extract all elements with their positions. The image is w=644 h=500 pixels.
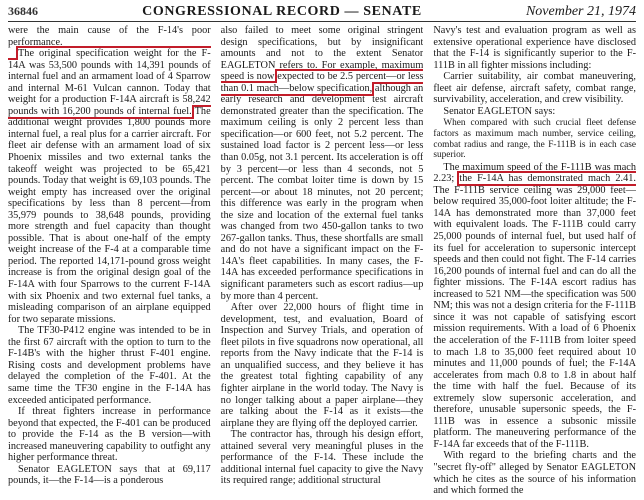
speaker-line: Senator EAGLETON says: [443,105,556,117]
column-1 [8,25,211,500]
paragraph: Carrier suitability, air combat maneuvering, fleet air defense, aircraft safety, combat range, survivability, acceleration, and crew visibility. [433,71,637,106]
column-2 [221,25,424,500]
paragraph: Senator EAGLETON says that at 69,117 pounds, it—the F-14—is a ponderous [8,463,211,487]
paragraph [221,25,424,302]
paragraph [8,48,211,325]
page-number: 36846 [8,4,38,18]
text-columns [8,25,636,500]
paragraph-text: also failed to meet some original stringent design specifications, but by insignificant amounts and not to the extent Senator EAGLETON refers to. For example, maximum speed is now [220,25,424,83]
paragraph: The TF30-P412 engine was intended to be in the first 67 aircraft with the option to turn to the F-14B's with the higher thrust F-401 engine. Rising costs and development problems have delayed the completion of the F-401. At the same time the TF30 engine in the F-14A has exceeded anticipated performance. [8,325,211,406]
paragraph: With regard to the briefing charts and the "secret fly-off" alleged by Senator EAGLETON which he cites as the source of his information and which formed the [433,450,637,497]
paragraph-text: The maximum speed of the F-111B was mach 2.23; [433,161,637,185]
highlighted-passage: The original specification weight for the F-14A was 53,500 pounds with 14,391 pounds of internal fuel and an armament load of 4 Sparrow and internal M-61 Vulcan cannon. Today that weight for a production F-14A aircraft is 58,242 pounds with 16,200 pounds of internal fuel. [8,48,211,117]
publication-date: November 21, 1974 [525,4,636,19]
paragraph-text: The additional weight provides 1,800 pounds more internal fuel, a real plus for a carrier aircraft. For fleet air defense with an armament load of six Phoenix missiles and two external tanks the takeoff weight was projected to be 65,421 pounds. Today that weight is 69,103 pounds. The weight empty has increased over the original specifications by less than 8 percent—from 35,979 pounds to 38,648 pounds, providing more strength and fuel capacity than thought possible. That is about one-half of the empty weight increase of the F-4 at a comparable time period. The reported 14,171-pound gross weight increase is from the original design goal of the F-14A with four Sparrows to the current F-14A with six Phoenix and two external fuel tanks, a misleading comparison of an airplane equipped for two separate missions. [8,105,211,325]
page-header [8,4,636,22]
quoted-passage: When compared with such crucial fleet defense factors as maximum mach number, service ceiling, combat radius and range, the F-111B is in each case superior. [433,118,637,161]
paragraph: The contractor has, through his design effort, attained several very meaningful pluses in the performance of the F-14. These include the additional internal fuel capacity to give the Navy its required range; additional structural [220,429,424,487]
paragraph: Navy's test and evaluation program as well as extensive operational experience have disclosed that the F-14 is significantly superior to the F-111B in all fighter missions including: [433,25,637,71]
paragraph-text: The F-111B service ceiling was 29,000 feet—below required 35,000-foot loiter altitude; the F-14A has demonstrated more than 37,000 feet with equivalent loads. The F-111B could carry 25,000 pounds of internal fuel, but used half of its fuel for acceleration to supersonic intercept speeds and then could not fight. The F-14 carries 16,200 pounds of internal fuel and can do all the fighter missions. The F-14A escort radius has increased to 521 NM—the specification was 500 NM; this was not a design criteria for the F-111B since it was not capable of satisfying escort mission requirements. With a load of 6 Phoenix the acceleration of the F-111B from loiter speed to mach 1.8 to 35,000 feet required about 10 minutes and 11,000 pounds of fuel; the F-14A accelerates from mach 0.8 to 1.8 in about half the time with half the fuel. Because of its extremely slow supersonic acceleration, and therefore, unusable supersonic speeds, the F-111B was in essence a subsonic missile platform. The maneuvering performance of the F-14A far exceeds that of the F-111B. [433,184,637,450]
paragraph-text: although an early research and development test aircraft demonstrated greater than the specification. The maximum ceiling is only 2 percent less than specification—or 600 feet, not 5.2 percent. The sustained load factor is 2 percent less—or less than 0.05g, not 3.1 percent. Its acceleration is off by 3 percent—or less than 4 seconds, not 5 percent. The combat loiter time is down by 15 percent—or about 18 minutes, not 20 percent; this difference was early in the program when the size and location of the external fuel tanks was changed from two 450-gallon tanks to two 267-gallon tanks. Thus, these shortfalls are small and do not have a significant impact on the F-14A's fleet capabilities. In many cases, the F-14A has exceeded performance specifications in significant parameters such as escort radius—up by more than 4 percent. [220,82,424,302]
column-3 [433,25,636,500]
highlighted-passage: the F-14A has demonstrated mach 2.41. [459,173,636,185]
highlighted-passage: expected to be 2.5 percent—or less than 0.1 mach—below specification, [220,71,424,94]
paragraph: If threat fighters increase in performance beyond that expected, the F-401 can be produced to provide the F-14 as the B version—with increased maneuvering capability to outfight any higher performance threat. [8,406,211,464]
publication-title: CONGRESSIONAL RECORD — SENATE [142,4,422,19]
paragraph: were the main cause of the F-14's poor performance. [8,25,211,48]
paragraph [433,162,636,451]
paragraph: After over 22,000 hours of flight time in development, test, and evaluation, Board of Inspection and Survey Trials, and operation of fleet pilots in five squadrons now operational, all reports from the Navy indicate that the F-14 is an unqualified success, and they believe it has the greatest total fighting capability of any fighter airplane in the world today. The Navy is no longer talking about a paper airplane—they are talking about the F-14 as it exists—the airplane they are flying off the deployed carrier. [220,302,424,429]
